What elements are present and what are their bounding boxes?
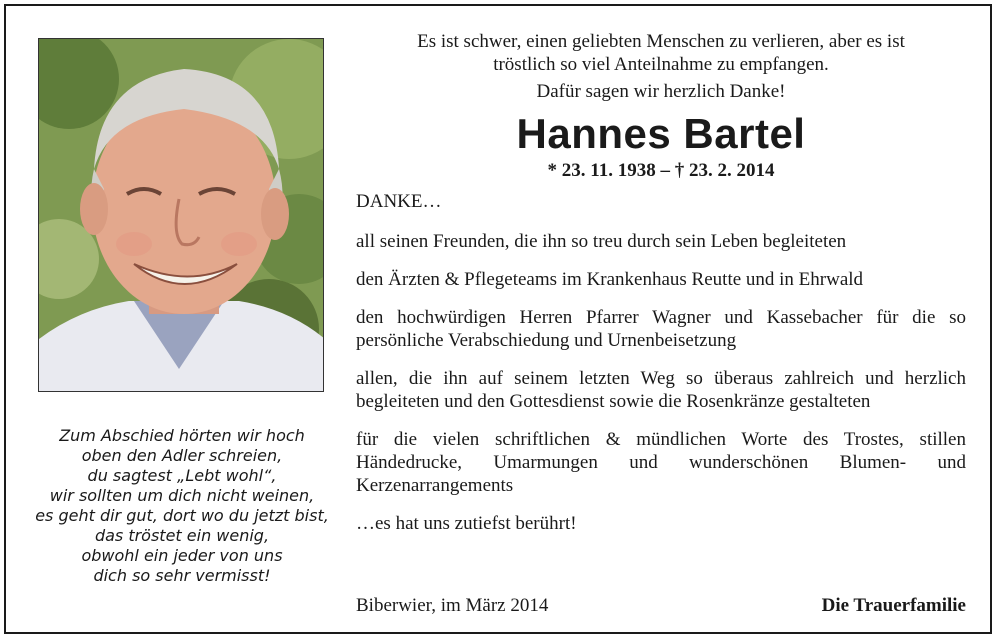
memorial-poem: [26, 426, 338, 586]
poem-line: Zum Abschied hörten wir hoch: [59, 426, 305, 445]
portrait-photo: [38, 38, 324, 392]
poem-line: du sagtest „Lebt wohl“,: [87, 466, 277, 485]
poem-line: dich so sehr vermisst!: [93, 566, 271, 585]
intro-line: Es ist schwer, einen geliebten Menschen zu verlieren, aber es ist: [417, 31, 905, 52]
danke-heading: DANKE…: [356, 191, 442, 212]
acknowledgement-item: den hochwürdigen Herren Pfarrer Wagner und Kassebacher für die so persönliche Verabschiedung und Urnenbeisetzung: [356, 307, 966, 351]
life-dates: * 23. 11. 1938 – † 23. 2. 2014: [547, 160, 775, 181]
poem-line: wir sollten um dich nicht weinen,: [49, 486, 315, 505]
deceased-name: Hannes Bartel: [516, 110, 806, 157]
obituary-card: [4, 4, 992, 634]
acknowledgement-column: [356, 30, 966, 535]
poem-line: das tröstet ein wenig,: [94, 526, 270, 545]
poem-line: obwohl ein jeder von uns: [81, 546, 283, 565]
acknowledgement-item: all seinen Freunden, die ihn so treu durch sein Leben begleiteten: [356, 231, 847, 252]
poem-line: es geht dir gut, dort wo du jetzt bist,: [35, 506, 329, 525]
place-date: Biberwier, im März 2014: [356, 595, 549, 616]
acknowledgement-item: für die vielen schriftlichen & mündlichen Worte des Trostes, stillen Händedrucke, Umarmungen und wunderschönen Blumen- und Kerzenarrangements: [356, 429, 966, 496]
intro-thanks: Dafür sagen wir herzlich Danke!: [536, 81, 786, 102]
poem-line: oben den Adler schreien,: [81, 446, 283, 465]
acknowledgement-item: allen, die ihn auf seinem letzten Weg so überaus zahlreich und herzlich begleiteten und den Gottesdienst sowie die Rosenkränze gestalteten: [356, 368, 966, 412]
signature: Die Trauerfamilie: [821, 595, 966, 616]
portrait-photo-icon: [39, 39, 324, 392]
acknowledgement-item: den Ärzten & Pflegeteams im Krankenhaus Reutte und in Ehrwald: [356, 269, 864, 290]
closing-line: …es hat uns zutiefst berührt!: [356, 513, 577, 534]
intro-line: tröstlich so viel Anteilnahme zu empfangen.: [493, 54, 829, 75]
intro-text: [356, 30, 966, 76]
